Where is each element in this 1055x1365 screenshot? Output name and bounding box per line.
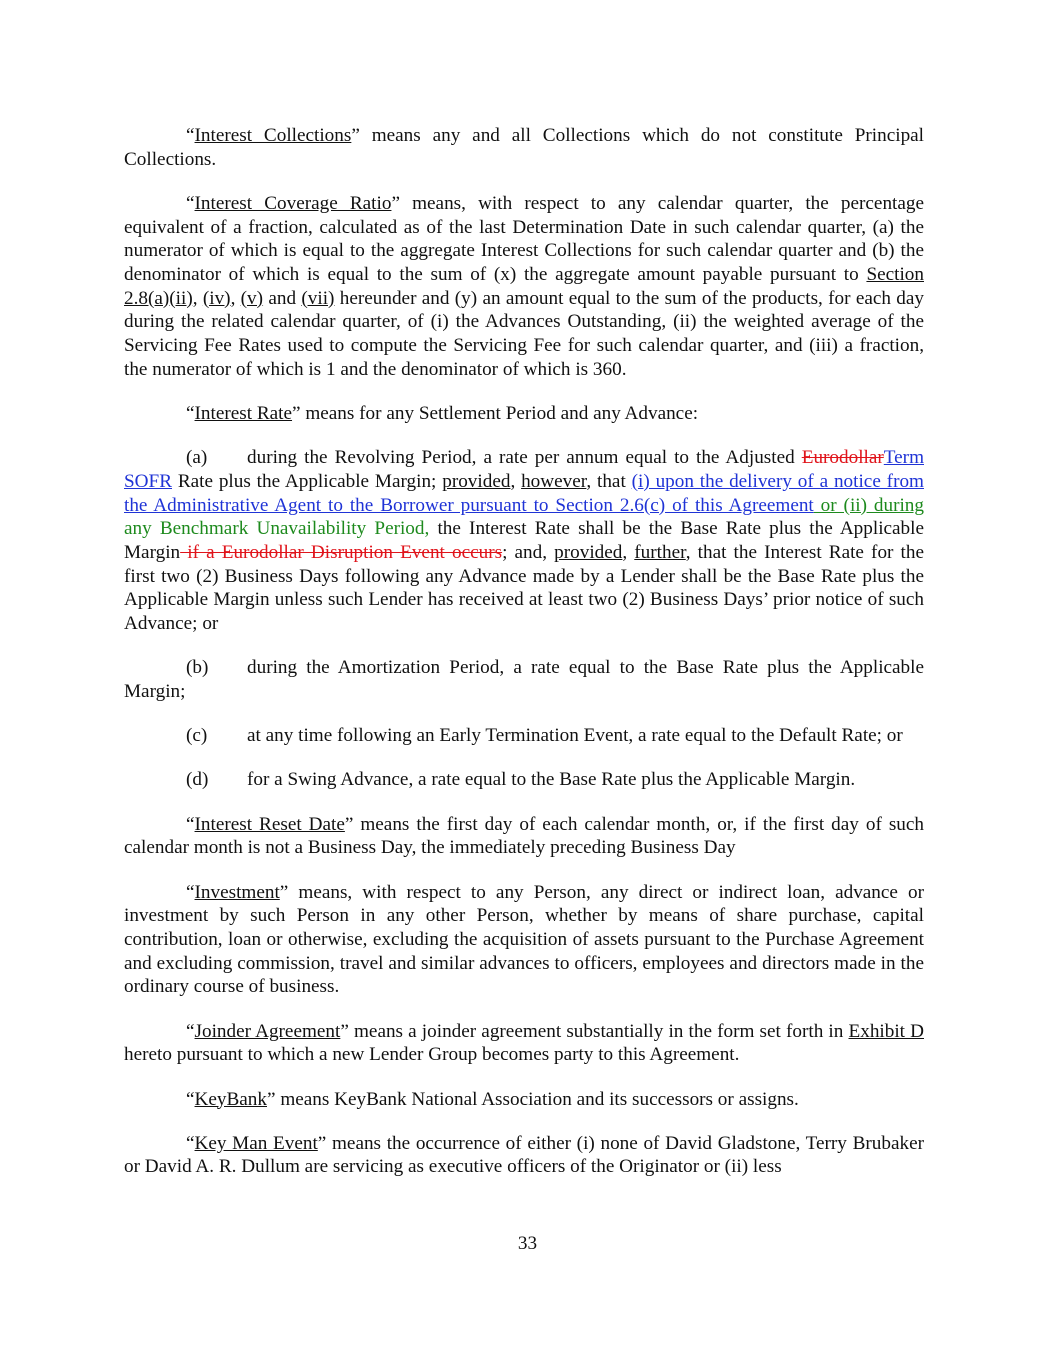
interest-rate-clause-c: (c) at any time following an Early Termination Event, a rate equal to the Default Rate; or	[186, 725, 903, 747]
section-reference: (v)	[240, 287, 264, 309]
section-reference: (iv)	[202, 287, 231, 309]
defined-term: Interest Reset Date	[194, 813, 345, 835]
moved-text: or (ii) during	[813, 494, 924, 516]
defined-term: Interest Collections	[194, 125, 352, 146]
emphasis-term: however	[521, 470, 587, 492]
moved-text: any Benchmark Unavailability Period,	[124, 518, 438, 540]
section-reference: (vii)	[301, 287, 335, 309]
deleted-text: Eurodollar	[801, 447, 884, 469]
definition-keybank: “KeyBank” means KeyBank National Association and its successors or assigns.	[186, 1088, 799, 1110]
defined-term: KeyBank	[194, 1088, 267, 1110]
deleted-text: if a Eurodollar Disruption Event occurs	[180, 542, 503, 564]
section-reference: Section 2.8(a)(ii)	[124, 264, 924, 309]
definition-investment: “Investment” means, with respect to any Person, any direct or indirect loan, advance or investment by such Person in any other Person, whether by means of share purchase, capital contribution, loan or otherwise, excluding the acquisition of assets pursuant to the Purchase Agreement and excluding commission, travel and similar advances to officers, employees and directors made in the ordinary course of business.	[124, 881, 924, 998]
emphasis-term: provided	[442, 470, 511, 492]
emphasis-term: further	[634, 542, 686, 564]
exhibit-reference: Exhibit D	[848, 1020, 924, 1042]
clause-label: (c)	[186, 725, 208, 747]
defined-term: Joinder Agreement	[194, 1020, 341, 1042]
clause-label: (d)	[186, 769, 209, 791]
emphasis-term: provided	[554, 542, 623, 564]
defined-term: Interest Rate	[194, 403, 293, 425]
definition-interest-rate: “Interest Rate” means for any Settlement Period and any Advance:	[186, 403, 699, 425]
defined-term: Key Man Event	[194, 1132, 318, 1154]
definition-joinder-agreement: “Joinder Agreement” means a joinder agreement substantially in the form set forth in Exhibit D hereto pursuant to which a new Lender Group becomes party to this Agreement.	[124, 1020, 924, 1066]
interest-rate-clause-a: (a) during the Revolving Period, a rate per annum equal to the Adjusted EurodollarTerm SOFR Rate plus the Applicable Margin; provided, however, that (i) upon the delivery of a notice from the Administrative Agent to the Borrower pursuant to Section 2.6(c) of this Agreement or (ii) during any Benchmark Unavailability Period, the Interest Rate shall be the Base Rate plus the Applicable Margin if a Eurodollar Disruption Event occurs; and, provided, further, that the Interest Rate for the first two (2) Business Days following any Advance made by a Lender shall be the Base Rate plus the Applicable Margin unless such Lender has received at least two (2) Business Days’ prior notice of such Advance; or	[124, 447, 924, 635]
clause-label: (b)	[186, 657, 209, 679]
definition-interest-coverage-ratio: “Interest Coverage Ratio” means, with respect to any calendar quarter, the percentage equivalent of a fraction, calculated as of the last Determination Date in such calendar quarter, (a) the numerator of which is equal to the aggregate Interest Collections for such calendar quarter and (b) the denominator of which is equal to the sum of (x) the aggregate amount payable pursuant to Section 2.8(a)(ii), (iv), (v) and (vii) hereunder and (y) an amount equal to the sum of the products, for each day during the related calendar quarter, of (i) the Advances Outstanding, (ii) the weighted average of the Servicing Fee Rates used to compute the Servicing Fee for such calendar quarter, and (iii) a fraction, the numerator of which is 1 and the denominator of which is 360.	[124, 192, 925, 380]
interest-rate-clause-d: (d) for a Swing Advance, a rate equal to the Base Rate plus the Applicable Margin.	[186, 769, 856, 791]
defined-term: Interest Coverage Ratio	[194, 192, 392, 214]
definition-key-man-event: “Key Man Event” means the occurrence of either (i) none of David Gladstone, Terry Brubaker or David A. R. Dullum are servicing as executive officers of the Originator or (ii) less	[124, 1132, 924, 1178]
defined-term: Investment	[194, 881, 280, 903]
clause-label: (a)	[186, 447, 208, 469]
inserted-text: (i) upon the delivery of a notice from the Administrative Agent to the Borrower pursuant to Section 2.6(c) of this Agreement	[124, 470, 924, 516]
document-page	[124, 124, 924, 1200]
definition-interest-collections: “Interest Collections” means any and all Collections which do not constitute Principal Collections.	[124, 125, 925, 170]
page-number: 33	[517, 1233, 538, 1254]
inserted-text: Term SOFR	[124, 447, 924, 492]
definition-interest-reset-date: “Interest Reset Date” means the first day of each calendar month, or, if the first day of such calendar month is not a Business Day, the immediately preceding Business Day	[124, 813, 924, 859]
interest-rate-clause-b: (b) during the Amortization Period, a rate equal to the Base Rate plus the Applicable Margin;	[124, 657, 924, 703]
